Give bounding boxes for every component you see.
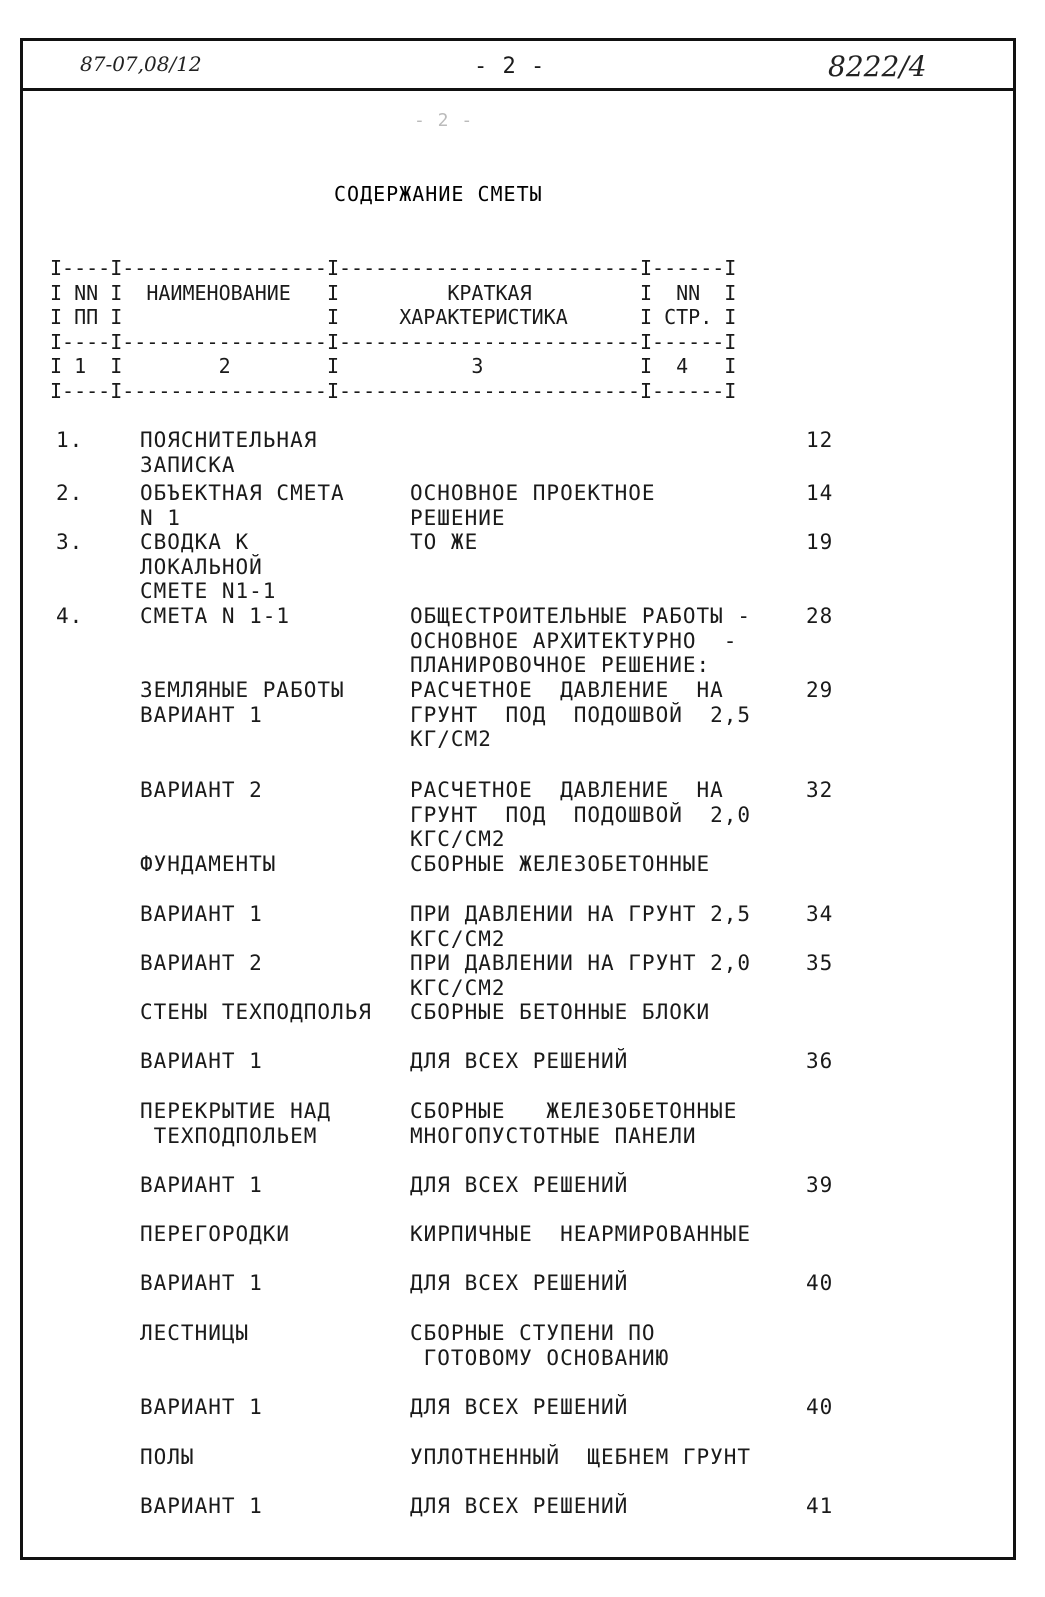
table-header bbox=[50, 256, 736, 403]
row-description: ДЛЯ ВСЕХ РЕШЕНИЙ bbox=[410, 1049, 629, 1073]
header-page-number: - 2 - bbox=[474, 54, 546, 79]
table-header-line: I ПП I I ХАРАКТЕРИСТИКА I СТР. I bbox=[50, 305, 737, 329]
row-page: 29 bbox=[806, 678, 834, 702]
row-description: УПЛОТНЕННЫЙ ЩЕБНЕМ ГРУНТ bbox=[410, 1445, 752, 1469]
row-name: ВАРИАНТ 1 bbox=[140, 1395, 263, 1419]
row-description: ДЛЯ ВСЕХ РЕШЕНИЙ bbox=[410, 1395, 629, 1419]
row-name: ПОЛЫ bbox=[140, 1445, 195, 1469]
row-description: ДЛЯ ВСЕХ РЕШЕНИЙ bbox=[410, 1494, 629, 1518]
row-description: ТО ЖЕ bbox=[410, 530, 479, 554]
row-description: ДЛЯ ВСЕХ РЕШЕНИЙ bbox=[410, 1173, 629, 1197]
row-page: 34 bbox=[806, 902, 834, 926]
row-page: 36 bbox=[806, 1049, 834, 1073]
row-page: 12 bbox=[806, 428, 834, 452]
row-number: 1. bbox=[56, 428, 84, 452]
row-name: СМЕТА N 1-1 bbox=[140, 604, 291, 628]
table-header-line: I 1 I 2 I 3 I 4 I bbox=[50, 354, 737, 378]
row-name: ВАРИАНТ 1 bbox=[140, 1049, 263, 1073]
faded-page-mark: - 2 - bbox=[414, 110, 474, 131]
row-description: ОСНОВНОЕ ПРОЕКТНОЕ РЕШЕНИЕ bbox=[410, 481, 656, 530]
row-page: 40 bbox=[806, 1395, 834, 1419]
row-name: ВАРИАНТ 1 bbox=[140, 1494, 263, 1518]
table-header-line: I----I-----------------I-------------------------I------I bbox=[50, 378, 737, 403]
row-page: 41 bbox=[806, 1494, 834, 1518]
row-description: ПРИ ДАВЛЕНИИ НА ГРУНТ 2,0 КГС/СМ2 bbox=[410, 951, 752, 1000]
row-name: СТЕНЫ ТЕХПОДПОЛЬЯ bbox=[140, 1000, 372, 1024]
row-description: СБОРНЫЕ ЖЕЛЕЗОБЕТОННЫЕ МНОГОПУСТОТНЫЕ ПАНЕЛИ bbox=[410, 1099, 738, 1148]
row-description: ПРИ ДАВЛЕНИИ НА ГРУНТ 2,5 КГС/СМ2 bbox=[410, 902, 752, 951]
row-page: 32 bbox=[806, 778, 834, 802]
row-number: 3. bbox=[56, 530, 84, 554]
row-name: ВАРИАНТ 1 bbox=[140, 902, 263, 926]
document-title: СОДЕРЖАНИЕ СМЕТЫ bbox=[334, 182, 543, 206]
row-description: РАСЧЕТНОЕ ДАВЛЕНИЕ НА ГРУНТ ПОД ПОДОШВОЙ 2,0 КГС/СМ2 bbox=[410, 778, 752, 851]
row-name: ПЕРЕКРЫТИЕ НАД ТЕХПОДПОЛЬЕМ bbox=[140, 1099, 332, 1148]
table-header-line: I----I-----------------I-------------------------I------I bbox=[50, 256, 737, 280]
row-page: 35 bbox=[806, 951, 834, 975]
row-name: ПЕРЕГОРОДКИ bbox=[140, 1222, 291, 1246]
row-page: 28 bbox=[806, 604, 834, 628]
row-description: ОБЩЕСТРОИТЕЛЬНЫЕ РАБОТЫ - ОСНОВНОЕ АРХИТЕКТУРНО - ПЛАНИРОВОЧНОЕ РЕШЕНИЕ: bbox=[410, 604, 752, 677]
table-header-line: I NN I НАИМЕНОВАНИЕ I КРАТКАЯ I NN I bbox=[50, 280, 737, 305]
row-description: ДЛЯ ВСЕХ РЕШЕНИЙ bbox=[410, 1271, 629, 1295]
row-description: СБОРНЫЕ БЕТОННЫЕ БЛОКИ bbox=[410, 1000, 711, 1024]
row-name: СВОДКА К ЛОКАЛЬНОЙ СМЕТЕ N1-1 bbox=[140, 530, 277, 603]
header-divider bbox=[20, 88, 1016, 91]
row-description: РАСЧЕТНОЕ ДАВЛЕНИЕ НА ГРУНТ ПОД ПОДОШВОЙ 2,5 КГ/СМ2 bbox=[410, 678, 752, 751]
row-page: 19 bbox=[806, 530, 834, 554]
row-number: 4. bbox=[56, 604, 84, 628]
row-name: ПОЯСНИТЕЛЬНАЯ ЗАПИСКА bbox=[140, 428, 318, 477]
row-name: ОБЪЕКТНАЯ СМЕТА N 1 bbox=[140, 481, 345, 530]
header-left-code: 87-07,08/12 bbox=[80, 52, 202, 76]
header-right-code: 8222/4 bbox=[828, 50, 927, 83]
row-description: СБОРНЫЕ ЖЕЛЕЗОБЕТОННЫЕ bbox=[410, 852, 711, 876]
row-name: ФУНДАМЕНТЫ bbox=[140, 852, 277, 876]
row-description: СБОРНЫЕ СТУПЕНИ ПО ГОТОВОМУ ОСНОВАНИЮ bbox=[410, 1321, 670, 1370]
row-name: ЗЕМЛЯНЫЕ РАБОТЫ ВАРИАНТ 1 bbox=[140, 678, 345, 727]
row-name: ВАРИАНТ 1 bbox=[140, 1173, 263, 1197]
row-page: 39 bbox=[806, 1173, 834, 1197]
row-name: ВАРИАНТ 2 bbox=[140, 951, 263, 975]
row-name: ЛЕСТНИЦЫ bbox=[140, 1321, 250, 1345]
row-number: 2. bbox=[56, 481, 84, 505]
row-page: 14 bbox=[806, 481, 834, 505]
row-name: ВАРИАНТ 1 bbox=[140, 1271, 263, 1295]
row-page: 40 bbox=[806, 1271, 834, 1295]
row-description: КИРПИЧНЫЕ НЕАРМИРОВАННЫЕ bbox=[410, 1222, 752, 1246]
table-header-line: I----I-----------------I-------------------------I------I bbox=[50, 329, 737, 354]
row-name: ВАРИАНТ 2 bbox=[140, 778, 263, 802]
